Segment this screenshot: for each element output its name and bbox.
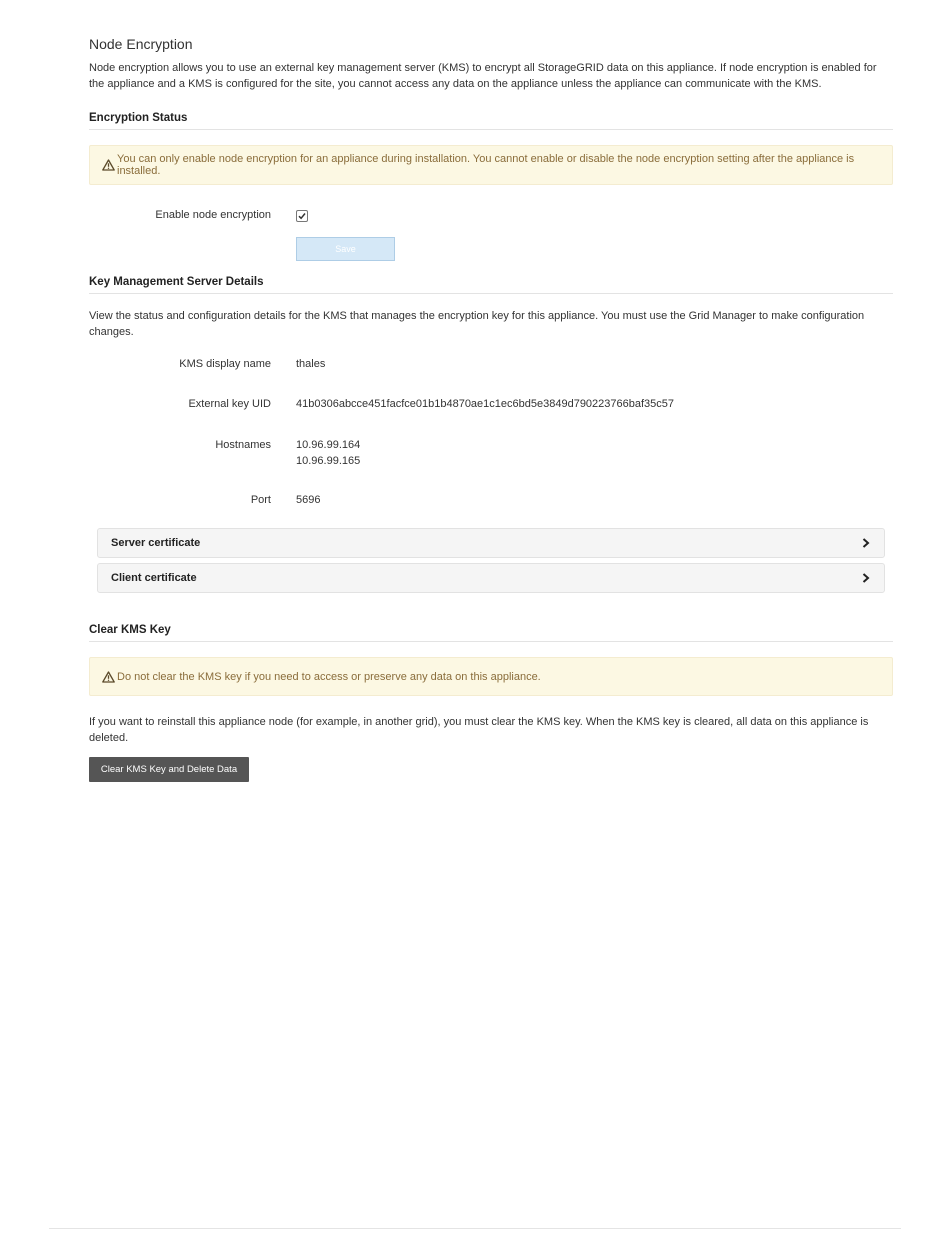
port-value: 5696 [296, 494, 321, 506]
server-certificate-label: Server certificate [111, 537, 201, 549]
hostname-item: 10.96.99.164 [296, 439, 361, 451]
port-label: Port [250, 494, 271, 506]
encryption-warning-text: You can only enable node encryption for an appliance during installation. You cannot enable or disable the node encryption setting after the appliance is installed. [117, 153, 855, 177]
client-certificate-panel[interactable] [97, 563, 885, 593]
warning-triangle-icon [102, 159, 115, 171]
clear-kms-warning-alert [89, 657, 893, 696]
hostname-item: 10.96.99.165 [296, 455, 361, 467]
client-certificate-label: Client certificate [111, 572, 197, 584]
enable-encryption-label: Enable node encryption [155, 209, 271, 221]
warning-triangle-icon [102, 671, 115, 683]
encryption-status-heading: Encryption Status [89, 112, 893, 130]
server-certificate-panel[interactable] [97, 528, 885, 558]
kms-display-name-value: thales [296, 358, 326, 370]
save-button[interactable]: Save [296, 237, 395, 261]
clear-kms-key-button[interactable]: Clear KMS Key and Delete Data [89, 757, 249, 782]
enable-encryption-checkbox[interactable] [296, 210, 308, 222]
hostnames-label: Hostnames [215, 439, 271, 451]
clear-kms-warning-text: Do not clear the KMS key if you need to access or preserve any data on this appliance. [117, 670, 541, 683]
kms-display-name-label: KMS display name [179, 358, 271, 370]
checkmark-icon [298, 212, 306, 220]
clear-kms-description: If you want to reinstall this appliance node (for example, in another grid), you must clear the KMS key. When the KMS key is cleared, all data on this appliance is deleted. [89, 716, 869, 744]
footer-divider [49, 1228, 901, 1229]
page-title: Node Encryption [89, 36, 193, 52]
chevron-right-icon [862, 573, 870, 583]
kms-details-heading: Key Management Server Details [89, 276, 893, 294]
external-key-uid-label: External key UID [188, 398, 271, 410]
external-key-uid-value: 41b0306abcce451facfce01b1b4870ae1c1ec6bd5e3849d790223766baf35c57 [296, 398, 675, 410]
kms-details-description: View the status and configuration details for the KMS that manages the encryption key for this appliance. You must use the Grid Manager to make configuration changes. [89, 310, 865, 338]
clear-kms-heading: Clear KMS Key [89, 624, 893, 642]
encryption-warning-alert [89, 145, 893, 185]
chevron-right-icon [862, 538, 870, 548]
intro-text: Node encryption allows you to use an external key management server (KMS) to encrypt all StorageGRID data on this appliance. If node encryption is enabled for the appliance and a KMS is configured for the site, you cannot access any data on the appliance unless the appliance can communicate with the KMS. [89, 62, 877, 90]
